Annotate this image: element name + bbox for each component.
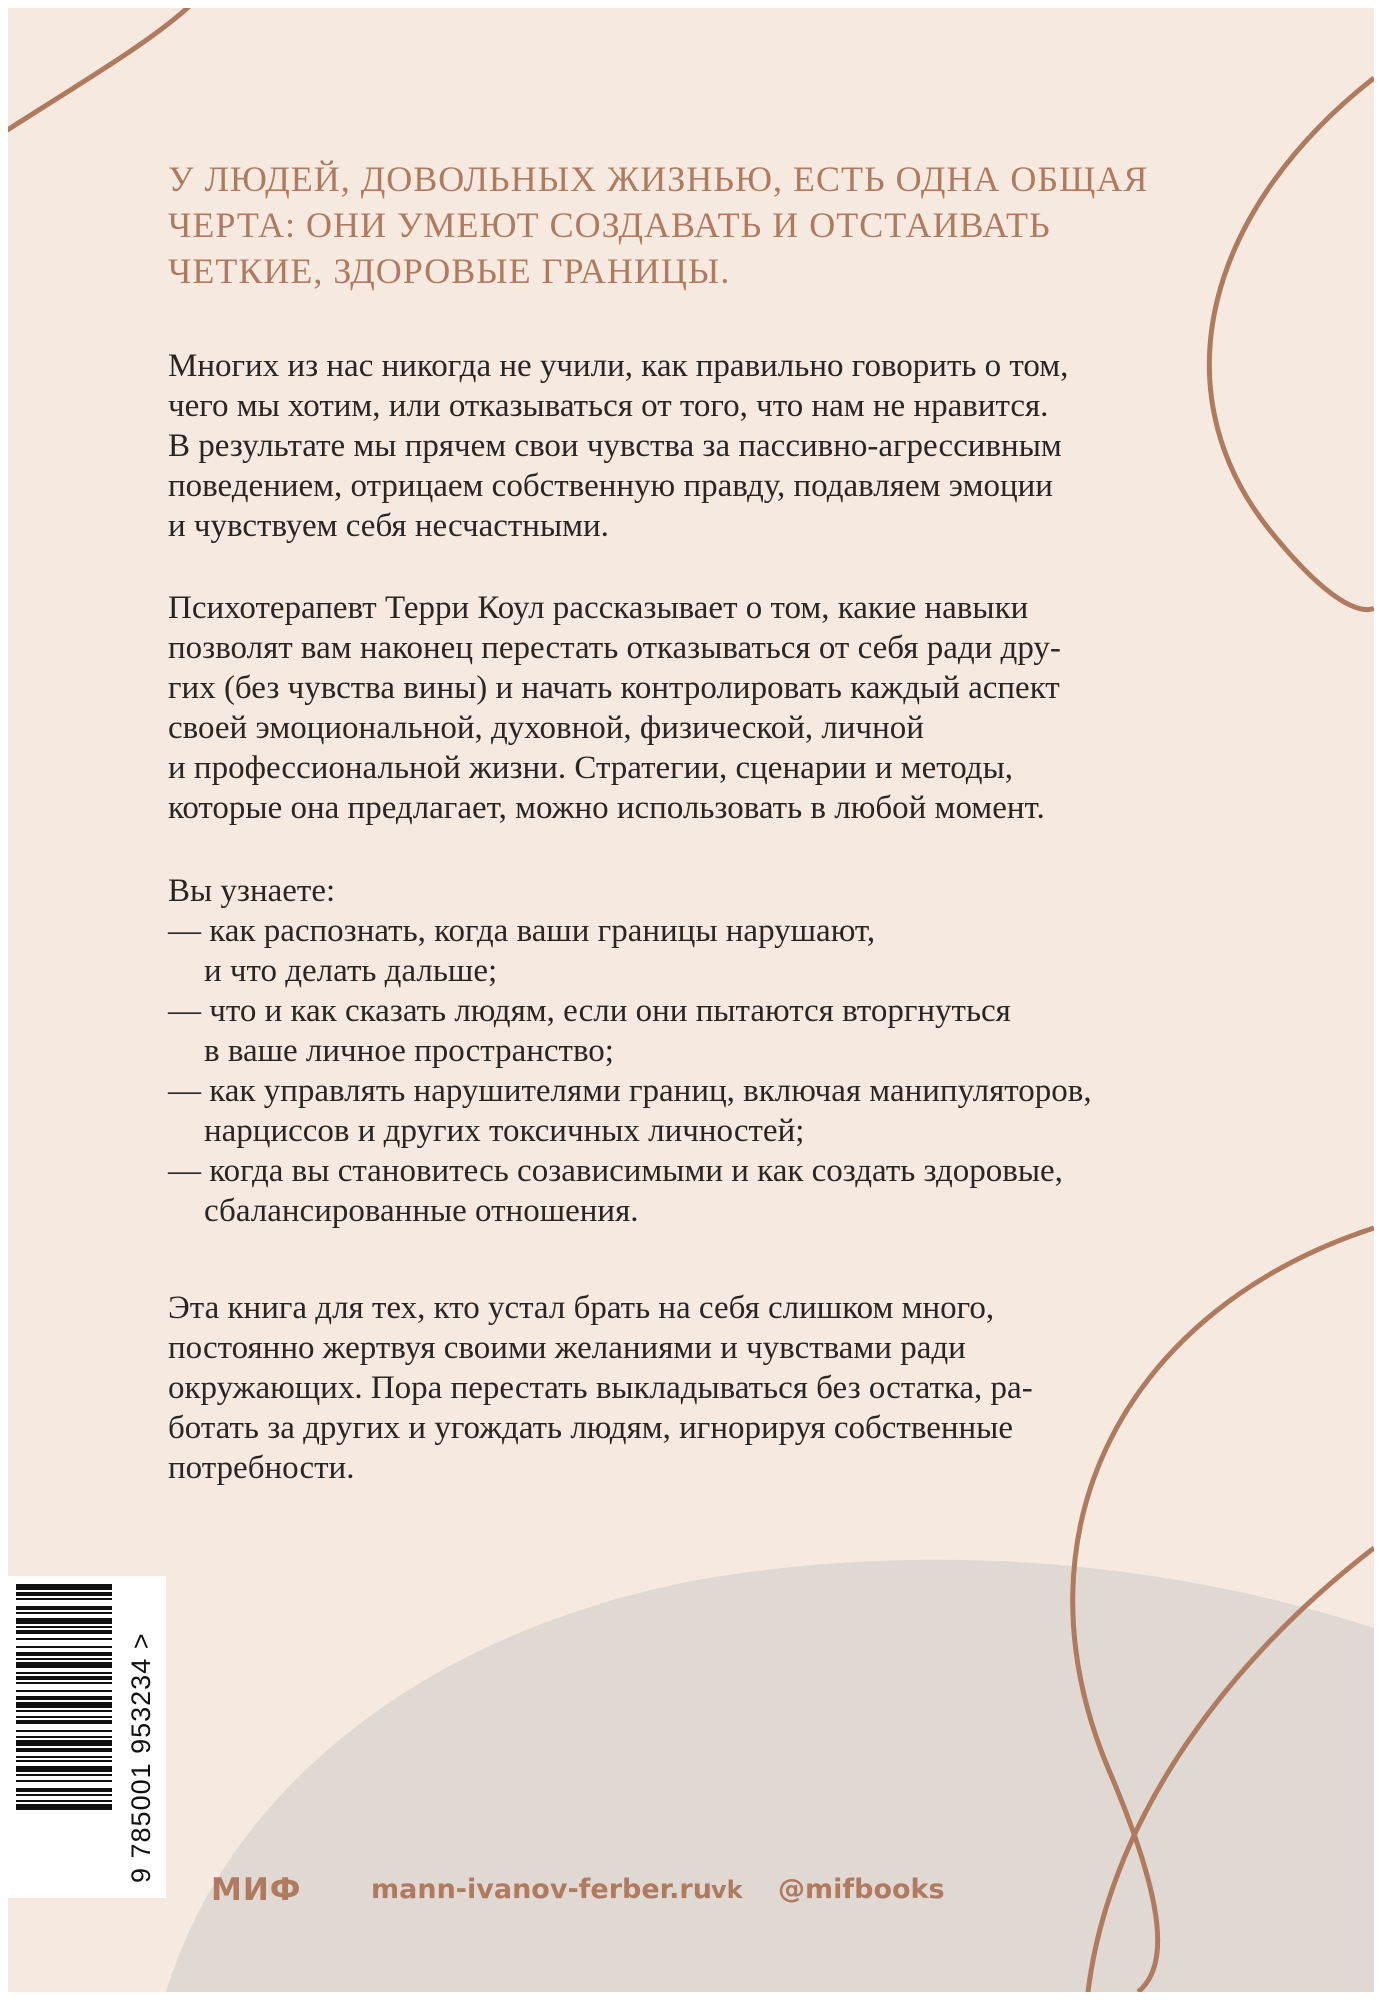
headline <box>168 156 1228 294</box>
barcode-bar <box>16 1766 112 1772</box>
paragraph-you-will-learn <box>168 871 1228 1231</box>
barcode-bar <box>16 1696 112 1700</box>
vk-icon[interactable]: vk <box>711 1876 743 1904</box>
barcode-bar <box>16 1638 112 1640</box>
barcode-bar <box>16 1740 112 1746</box>
barcode-bar <box>16 1756 112 1758</box>
barcode-bar <box>16 1804 112 1810</box>
list-item-continuation: и что делать дальше; <box>204 953 498 989</box>
barcode-digits: 9 785001 953234 > <box>126 1632 156 1883</box>
barcode-bar <box>16 1736 112 1738</box>
text-line: Многих из нас никогда не учили, как правильно говорить о том, <box>168 348 1069 384</box>
list-item: — когда вы становитесь созависимыми и как создать здоровые, <box>168 1153 1063 1189</box>
barcode-bar <box>16 1774 112 1776</box>
barcode-bar <box>16 1676 112 1680</box>
text-line: ботать за других и угождать людям, игнорируя собственные <box>168 1410 1013 1446</box>
barcode-bar <box>16 1760 112 1762</box>
barcode-bar <box>16 1626 112 1628</box>
barcode-bar <box>16 1794 112 1796</box>
barcode-bar <box>16 1658 112 1660</box>
text-line: окружающих. Пора перестать выкладываться без остатка, ра- <box>168 1370 1033 1406</box>
list-item-continuation: нарциссов и других токсичных личностей; <box>204 1113 805 1149</box>
text-line: и чувствуем себя несчастными. <box>168 508 609 544</box>
paragraph-author <box>168 588 1228 828</box>
text-line: В результате мы прячем свои чувства за пассивно-агрессивным <box>168 428 1062 464</box>
list-item: — что и как сказать людям, если они пытаются вторгнуться <box>168 993 1011 1029</box>
barcode-bar <box>16 1780 112 1782</box>
publisher-logo: МИФ <box>211 1872 302 1908</box>
right-wave-line <box>1209 78 1374 610</box>
barcode-bar <box>16 1592 112 1596</box>
text-line: позволят вам наконец перестать отказываться от себя ради дру- <box>168 630 1061 666</box>
text-line: своей эмоциональной, духовной, физической, личной <box>168 710 924 746</box>
text-line: и профессиональной жизни. Стратегии, сценарии и методы, <box>168 750 1014 786</box>
barcode-bar <box>16 1788 112 1792</box>
list-item-continuation: сбалансированные отношения. <box>204 1193 639 1229</box>
barcode-bar <box>16 1584 112 1590</box>
barcode-bar <box>16 1800 112 1802</box>
barcode-bar <box>16 1646 112 1648</box>
barcode-bar <box>16 1618 112 1624</box>
barcode-bar <box>16 1662 112 1668</box>
website-link[interactable]: mann-ivanov-ferber.ru <box>371 1874 712 1905</box>
barcode-bar <box>16 1606 112 1610</box>
barcode-bar <box>16 1730 112 1732</box>
barcode-bar <box>16 1598 112 1600</box>
text-line: чего мы хотим, или отказываться от того, что нам не нравится. <box>168 388 1049 424</box>
top-left-arc <box>8 8 198 136</box>
list-heading: Вы узнаете: <box>168 873 336 909</box>
paragraph-audience <box>168 1288 1228 1488</box>
paragraph-intro <box>168 346 1228 546</box>
barcode-bar <box>16 1690 112 1692</box>
text-line: гих (без чувства вины) и начать контролировать каждый аспект <box>168 670 1060 706</box>
headline-line: У ЛЮДЕЙ, ДОВОЛЬНЫХ ЖИЗНЬЮ, ЕСТЬ ОДНА ОБЩАЯ <box>168 159 1149 199</box>
barcode-bar <box>16 1710 112 1712</box>
text-line: потребности. <box>168 1450 355 1486</box>
list-item: — как распознать, когда ваши границы нарушают, <box>168 913 876 949</box>
text-line: постоянно жертвуя своими желаниями и чувствами ради <box>168 1330 966 1366</box>
barcode-bar <box>16 1702 112 1708</box>
barcode-bar <box>16 1720 112 1724</box>
barcode-bar <box>16 1682 112 1684</box>
barcode-bar <box>16 1748 112 1752</box>
barcode-bar <box>16 1716 112 1718</box>
barcode-bar <box>16 1630 112 1634</box>
barcode-bars <box>8 1576 118 1898</box>
text-line: поведением, отрицаем собственную правду, подавляем эмоции <box>168 468 1053 504</box>
social-handle[interactable]: @mifbooks <box>778 1874 945 1905</box>
book-back-cover <box>8 8 1374 1992</box>
barcode-bar <box>16 1612 112 1614</box>
text-line: Психотерапевт Терри Коул рассказывает о том, какие навыки <box>168 590 1029 626</box>
headline-line: ЧЕТКИЕ, ЗДОРОВЫЕ ГРАНИЦЫ. <box>168 251 731 291</box>
text-line: которые она предлагает, можно использовать в любой момент. <box>168 790 1045 826</box>
barcode-bar <box>16 1672 112 1674</box>
headline-line: ЧЕРТА: ОНИ УМЕЮТ СОЗДАВАТЬ И ОТСТАИВАТЬ <box>168 205 1051 245</box>
list-item-continuation: в ваше личное пространство; <box>204 1033 614 1069</box>
text-line: Эта книга для тех, кто устал брать на себя слишком много, <box>168 1290 995 1326</box>
barcode-bar <box>16 1652 112 1656</box>
gray-blob-shape <box>166 1560 1374 1992</box>
list-item: — как управлять нарушителями границ, включая манипуляторов, <box>168 1073 1092 1109</box>
